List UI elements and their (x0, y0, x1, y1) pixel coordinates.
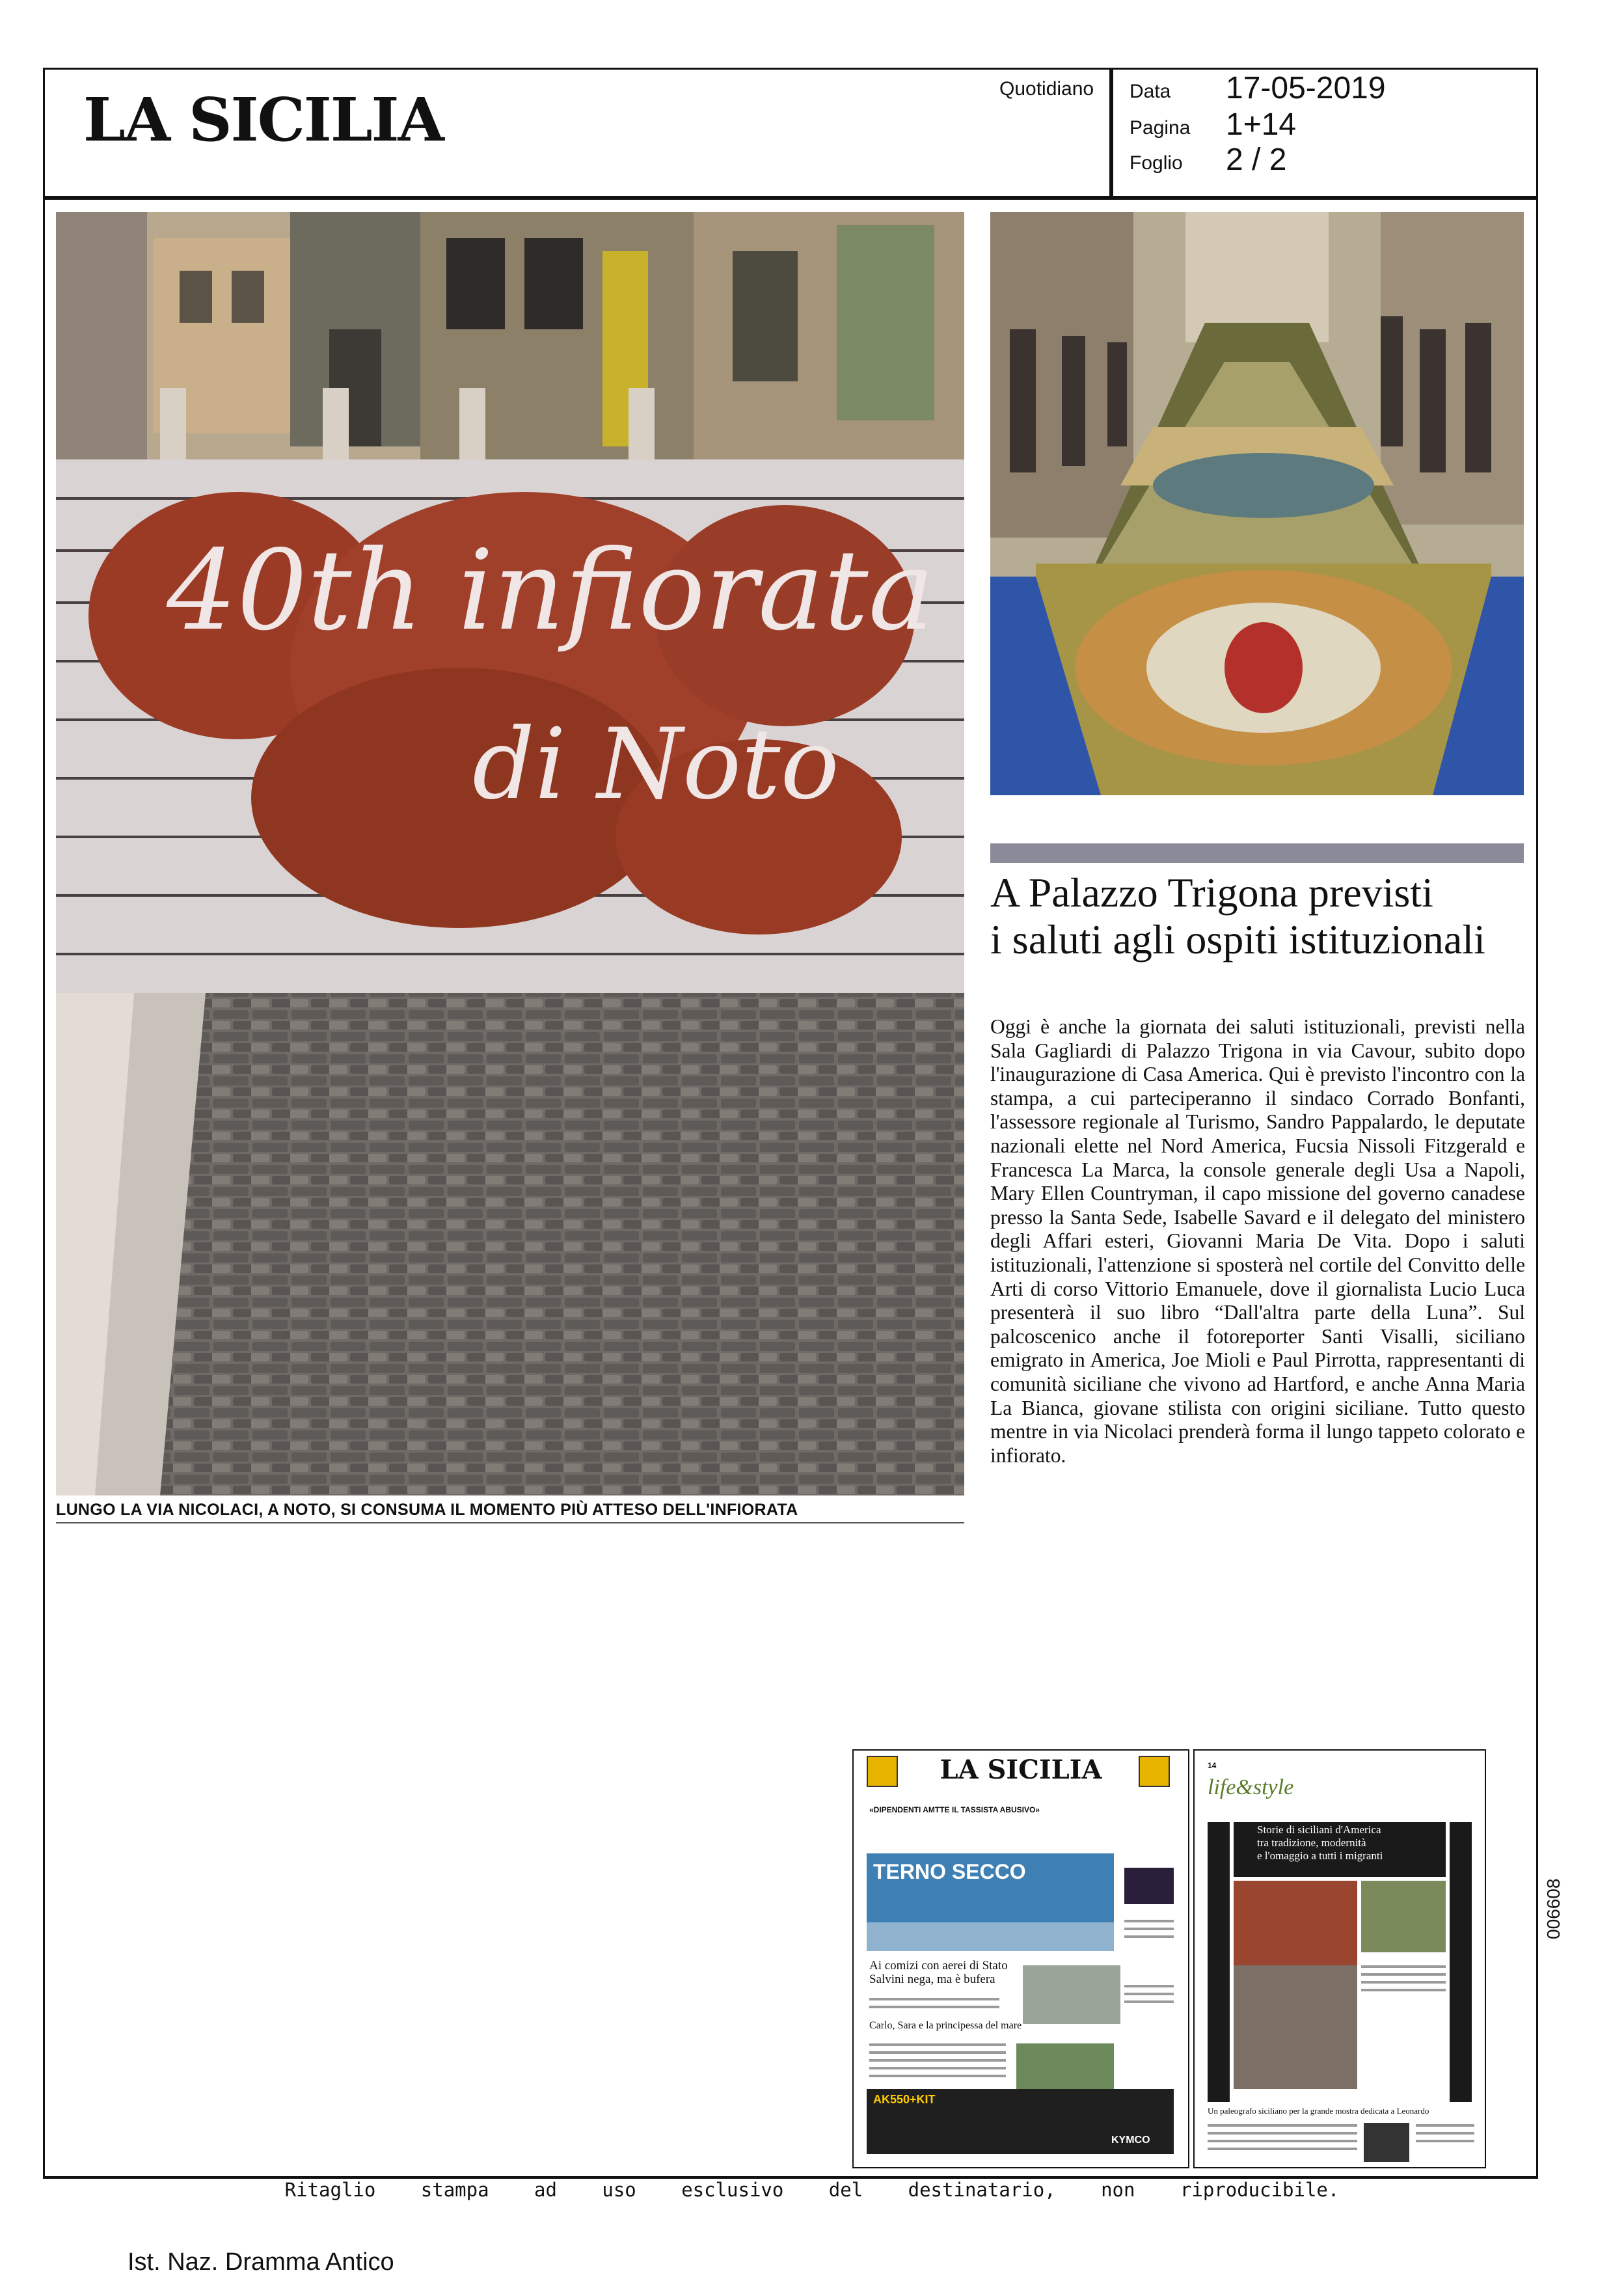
thumb-logo-right (1139, 1756, 1170, 1787)
thumb-headline-line-1: Ai comizi con aerei di Stato (869, 1959, 1008, 1972)
thumb-kicker: «DIPENDENTI AMTTE IL TASSISTA ABUSIVO» (869, 1805, 1040, 1814)
photo-infiorata-stairs (56, 212, 964, 1495)
thumb-logo-left (867, 1756, 898, 1787)
section-bar (990, 843, 1524, 863)
foglio-value: 2 / 2 (1226, 143, 1287, 177)
stairs-illustration (56, 212, 964, 1495)
thumb-masthead: LA SICILIA (940, 1754, 1102, 1785)
edition-label: Quotidiano (999, 78, 1094, 100)
headline-line-2: i saluti agli ospiti istituzionali (990, 916, 1485, 962)
inside-page-thumbnail (1193, 1749, 1486, 2168)
masthead: LA SICILIA (83, 85, 443, 155)
headline-line-1: A Palazzo Trigona previsti (990, 869, 1433, 916)
footer-source: Ist. Naz. Dramma Antico (128, 2248, 394, 2276)
pagina-value: 1+14 (1226, 107, 1297, 142)
front-page-thumbnail (852, 1749, 1189, 2168)
data-value: 17-05-2019 (1226, 71, 1386, 105)
thumb-banner: TERNO SECCO (873, 1860, 1026, 1883)
pagina-label: Pagina (1130, 117, 1191, 139)
thumb2-right-column (1450, 1822, 1472, 2102)
thumb2-headline-line-2: tra tradizione, modernità (1257, 1836, 1366, 1849)
thumb2-photo-street (1361, 1881, 1446, 1952)
thumb-ad-brand: AK550+KIT (873, 2093, 936, 2106)
thumb2-bottom-headline: Un paleografo siciliano per la grande mostra dedicata a Leonardo (1208, 2106, 1429, 2116)
thumb2-headline (1257, 1823, 1383, 1863)
foglio-label: Foglio (1130, 152, 1183, 174)
thumb-ad-logo: KYMCO (1111, 2135, 1150, 2146)
thumb-headline (869, 1959, 1008, 1986)
thumb-headline-line-2: Salvini nega, ma è bufera (869, 1972, 995, 1986)
thumb2-section: life&style (1208, 1775, 1294, 1799)
thumb-side-ad (1124, 1868, 1174, 1904)
thumb2-bottom-photo (1364, 2123, 1409, 2162)
thumb2-headline-line-1: Storie di siciliani d'America (1257, 1823, 1381, 1836)
clip-notice: Ritaglio stampa ad uso esclusivo del destinatario, non riproducibile. (284, 2179, 1340, 2201)
thumb-photo-sea (867, 1922, 1114, 1951)
article-headline (990, 869, 1537, 963)
side-code: 006608 (1543, 1878, 1563, 1939)
banner-text-line-1: 40th infiorata (167, 526, 935, 655)
data-label: Data (1130, 81, 1171, 102)
thumb2-page-number: 14 (1208, 1761, 1217, 1770)
thumb2-photo-banner (1234, 1881, 1357, 1965)
thumb-subhead: Carlo, Sara e la principessa del mare (869, 2020, 1022, 2031)
photo-caption: LUNGO LA VIA NICOLACI, A NOTO, SI CONSUMA IL MOMENTO PIÙ ATTESO DELL'INFIORATA (56, 1501, 964, 1523)
thumb2-left-column (1208, 1822, 1230, 2102)
banner-text-line-2: di Noto (472, 708, 839, 821)
photo-infiorata-street (990, 212, 1524, 795)
article-body: Oggi è anche la giornata dei saluti istituzionali, previsti nella Sala Gagliardi di Palazzo Trigona in via Cavour, subito dopo l'inaugurazione di Casa America. Qui è previsto l'incontro con la stampa, a cui parteciperanno il sindaco Corrado Bonfanti, l'assessore regionale al Turismo, Sandro Pappalardo, le deputate nazionali elette nel Nord America, Fucsia Nissoli Fitzgerald e Francesca La Marca, la console generale degli Usa a Napoli, Mary Ellen Countryman, il capo missione del governo canadese presso la Santa Sede, Isabelle Savard e il delegato del ministero degli Affari esteri, Giovanni Maria De Vita. Dopo i saluti istituzionali, l'attenzione si sposterà nel cortile del Convitto delle Arti di corso Vittorio Emanuele, dove il giornalista Lucio Luca presenterà il suo libro “Dall'altra parte della Luna”. Sul palcoscenico anche il fotoreporter Santi Visalli, siciliano emigrato in America, Joe Mioli e Paul Pirrotta, rappresentanti di comunità siciliane che vivono ad Hartford, e anche Anna Maria La Bianca, giovane stilista con origini siciliane. Tutto questo mentre in via Nicolaci prenderà forma il lungo tappeto colorato e infiorato. (990, 1015, 1525, 1467)
thumb2-headline-line-3: e l'omaggio a tutti i migranti (1257, 1849, 1383, 1862)
thumb-photo-2 (1023, 1965, 1120, 2024)
street-illustration (990, 212, 1524, 795)
